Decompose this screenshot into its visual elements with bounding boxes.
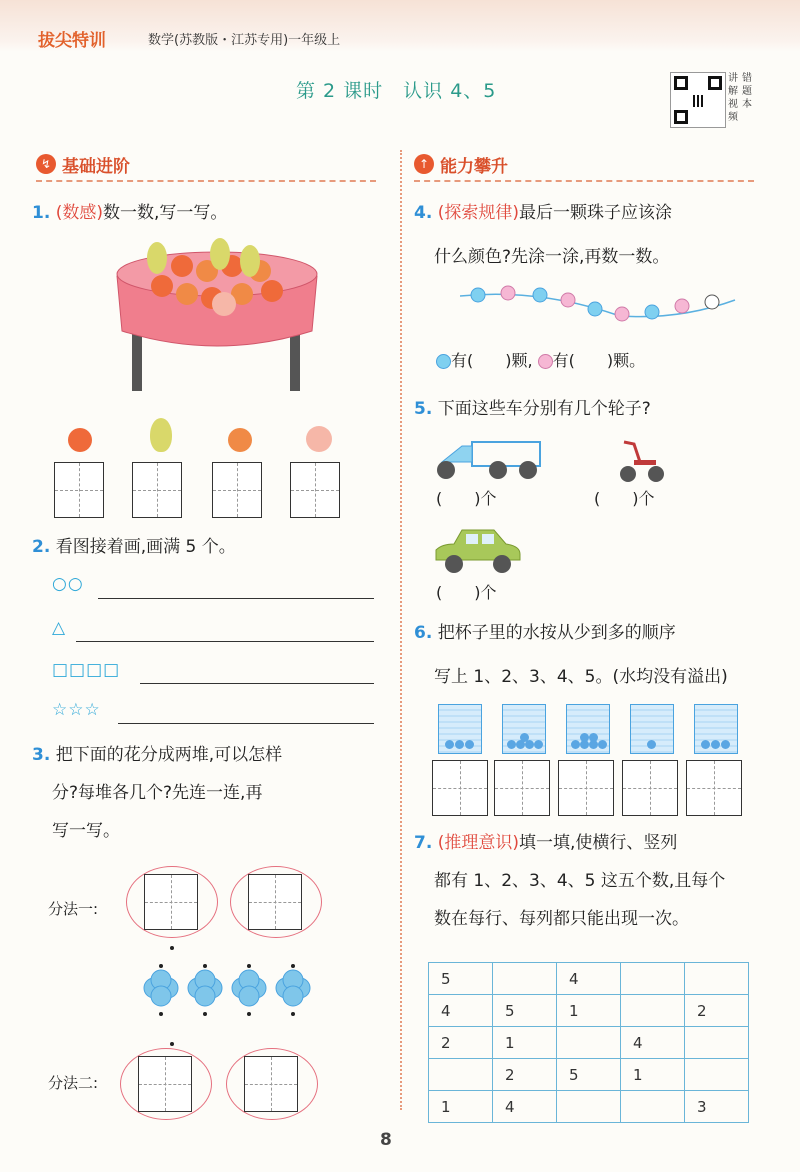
orange-icon: [68, 428, 92, 452]
grid-cell[interactable]: 2: [685, 995, 749, 1027]
grid-cell[interactable]: 5: [429, 963, 493, 995]
grid-cell[interactable]: 4: [429, 995, 493, 1027]
water-cup: [438, 704, 482, 754]
grid-row: [429, 1059, 749, 1091]
page-number: 8: [380, 1130, 392, 1150]
question-text: 数一数,写一写。: [102, 203, 228, 223]
grid-cell[interactable]: [621, 963, 685, 995]
grid-cell[interactable]: 1: [429, 1091, 493, 1123]
question-3: [32, 738, 382, 848]
grid-cell[interactable]: [685, 1027, 749, 1059]
pink-count-blank[interactable]: 有( )颗。: [552, 351, 646, 370]
answer-box[interactable]: [558, 760, 614, 816]
answer-box[interactable]: [132, 462, 182, 518]
grid-cell[interactable]: [685, 1059, 749, 1091]
grid-cell[interactable]: 1: [621, 1059, 685, 1091]
orange-icon: [228, 428, 252, 452]
draw-line[interactable]: [118, 723, 374, 724]
grid-row: [429, 1091, 749, 1123]
tricycle-image: [614, 436, 666, 486]
bead-count-answers: [436, 348, 645, 371]
blue-count-blank[interactable]: 有( )颗,: [451, 351, 533, 370]
section-underline: [414, 180, 754, 182]
wheel-count-blank[interactable]: ( )个: [594, 489, 655, 508]
blue-bead-icon: [436, 354, 451, 369]
draw-line[interactable]: [98, 598, 374, 599]
grid-cell[interactable]: [557, 1027, 621, 1059]
draw-line[interactable]: [140, 683, 374, 684]
water-cup: [694, 704, 738, 754]
answer-box[interactable]: [686, 760, 742, 816]
grid-cell[interactable]: [621, 1091, 685, 1123]
draw-line[interactable]: [76, 641, 374, 642]
section-advanced: [414, 150, 754, 178]
question-text: 看图接着画,画满 5 个。: [55, 537, 236, 557]
square-shapes: □□□□: [52, 660, 121, 680]
grid-cell[interactable]: 2: [493, 1059, 557, 1091]
question-text: 都有 1、2、3、4、5 这五个数,且每个: [434, 871, 726, 891]
answer-box[interactable]: [290, 462, 340, 518]
grid-cell[interactable]: [685, 963, 749, 995]
grid-cell[interactable]: [429, 1059, 493, 1091]
wheel-count-blank[interactable]: ( )个: [436, 489, 497, 508]
answer-box[interactable]: [622, 760, 678, 816]
flowers-image: [132, 940, 322, 1050]
section-underline: [36, 180, 376, 182]
grid-cell[interactable]: 5: [493, 995, 557, 1027]
car-image: [432, 522, 524, 576]
triangle-shapes: △: [52, 618, 67, 638]
question-number: 4.: [414, 203, 433, 223]
grid-cell[interactable]: 4: [621, 1027, 685, 1059]
method-1-label: 分法一:: [48, 900, 99, 918]
grid-cell[interactable]: [621, 995, 685, 1027]
question-text: 写一写。: [52, 821, 120, 841]
water-cup: [630, 704, 674, 754]
question-number: 6.: [414, 623, 433, 643]
column-divider: [400, 150, 402, 1110]
question-4: [414, 196, 774, 274]
bead-string-image: [460, 280, 740, 330]
grid-cell[interactable]: 3: [685, 1091, 749, 1123]
grid-row: [429, 963, 749, 995]
pear-icon: [150, 418, 172, 452]
answer-box[interactable]: [248, 874, 302, 930]
question-6: [414, 616, 774, 694]
section-title-advanced: 能力攀升: [440, 157, 508, 177]
grid-cell[interactable]: 2: [429, 1027, 493, 1059]
answer-box[interactable]: [212, 462, 262, 518]
answer-box[interactable]: [494, 760, 550, 816]
qr-code-icon[interactable]: [670, 72, 726, 128]
question-1: [32, 196, 227, 230]
question-text: 什么颜色?先涂一涂,再数一数。: [434, 247, 670, 267]
question-text: 填一填,使横行、竖列: [518, 833, 678, 853]
grid-cell[interactable]: 5: [557, 1059, 621, 1091]
lesson-title: 第 2 课时 认识 4、5: [296, 80, 497, 102]
grid-cell[interactable]: 4: [493, 1091, 557, 1123]
grid-cell[interactable]: 1: [493, 1027, 557, 1059]
question-text: 把下面的花分成两堆,可以怎样: [55, 745, 283, 765]
section-title-basic: 基础进阶: [62, 157, 130, 177]
climber-icon: ↑: [414, 154, 434, 174]
wheel-count-blank[interactable]: ( )个: [436, 583, 497, 602]
answer-box[interactable]: [138, 1056, 192, 1112]
question-2: [32, 530, 236, 564]
book-subtitle: 数学(苏教版・江苏专用)一年级上: [148, 33, 341, 48]
answer-box[interactable]: [54, 462, 104, 518]
grid-cell[interactable]: 4: [557, 963, 621, 995]
question-number: 7.: [414, 833, 433, 853]
brand-logo: 拔尖特训: [38, 31, 106, 51]
grid-row: [429, 1027, 749, 1059]
question-tag: (探索规律): [437, 203, 519, 223]
question-text: 最后一颗珠子应该涂: [518, 203, 672, 223]
question-text: 写上 1、2、3、4、5。(水均没有溢出): [434, 667, 728, 687]
star-shapes: ☆☆☆: [52, 700, 101, 720]
grid-row: [429, 995, 749, 1027]
answer-box[interactable]: [244, 1056, 298, 1112]
answer-box[interactable]: [144, 874, 198, 930]
question-text: 把杯子里的水按从少到多的顺序: [437, 623, 676, 643]
question-tag: (推理意识): [437, 833, 519, 853]
question-number: 5.: [414, 399, 433, 419]
question-text: 分?每堆各几个?先连一连,再: [52, 783, 263, 803]
circle-shapes: ○○: [52, 574, 84, 594]
grid-cell[interactable]: [557, 1091, 621, 1123]
tricycle-truck-image: [432, 432, 544, 482]
number-grid: [428, 962, 749, 1123]
question-text: 数在每行、每列都只能出现一次。: [434, 909, 689, 929]
grid-cell[interactable]: 1: [557, 995, 621, 1027]
water-cup: [502, 704, 546, 754]
question-5: [414, 392, 651, 426]
pink-bead-icon: [538, 354, 553, 369]
method-2-label: 分法二:: [48, 1074, 99, 1092]
answer-box[interactable]: [432, 760, 488, 816]
section-basic: [36, 150, 376, 178]
question-number: 1.: [32, 203, 51, 223]
question-number: 3.: [32, 745, 51, 765]
question-tag: (数感): [55, 203, 103, 223]
question-number: 2.: [32, 537, 51, 557]
runner-icon: ↯: [36, 154, 56, 174]
fruit-table-image: [112, 236, 322, 396]
question-7: [414, 826, 774, 936]
grid-cell[interactable]: [493, 963, 557, 995]
question-text: 下面这些车分别有几个轮子?: [437, 399, 651, 419]
water-cup: [566, 704, 610, 754]
header-band: [0, 0, 800, 52]
peach-icon: [306, 426, 332, 452]
